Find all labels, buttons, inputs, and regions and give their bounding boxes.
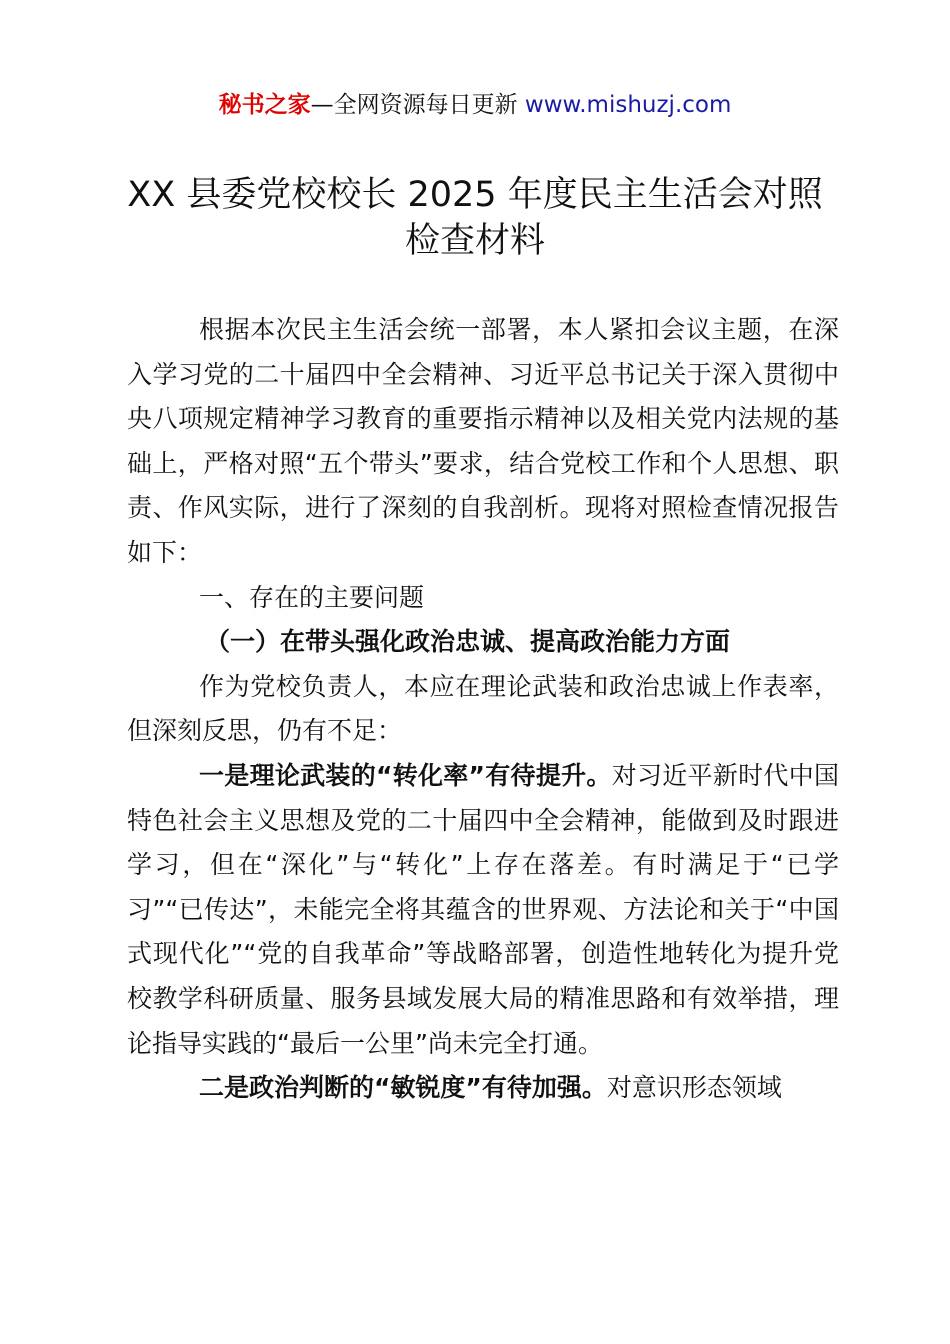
site-brand: 秘书之家 <box>218 92 311 118</box>
point-text-2: 对意识形态领域 <box>606 1073 782 1103</box>
point-lead-2: 二是政治判断的“敏锐度”有待加强。 <box>199 1073 607 1103</box>
subsection-heading: （一）在带头强化政治忠诚、提高政治能力方面 <box>205 627 731 657</box>
site-tagline: —全网资源每日更新 <box>310 92 518 118</box>
document-body <box>127 308 839 1111</box>
point-text-1: 对习近平新时代中国特色社会主义思想及党的二十届四中全会精神，能做到及时跟进学习，但在“深化”与“转化”上存在落差。有时满足于“已学习”“已传达”，未能完全将其蕴含的世界观、方法论和关于“中国式现代化”“党的自我革命”等战略部署，创造性地转化为提升党校教学科研质量、服务县域发展大局的精准思路和有效举措，理论指导实践的“最后一公里”尚未完全打通。 <box>127 760 839 1058</box>
intro-paragraph: 根据本次民主生活会统一部署，本人紧扣会议主题，在深入学习党的二十届四中全会精神、习近平总书记关于深入贯彻中央八项规定精神学习教育的重要指示精神以及相关党内法规的基础上，严格对照“五个带头”要求，结合党校工作和个人思想、职责、作风实际，进行了深刻的自我剖析。现将对照检查情况报告如下： <box>127 315 839 567</box>
point-paragraph-2 <box>127 1066 839 1111</box>
point-lead-1: 一是理论武装的“转化率”有待提升。 <box>199 760 612 790</box>
document-title-line1: XX 县委党校校长 2025 年度民主生活会对照 <box>127 175 823 215</box>
site-header-banner <box>0 90 950 120</box>
point-paragraph-1 <box>127 754 839 1066</box>
document-title-line2: 检查材料 <box>404 221 545 261</box>
document-title <box>60 172 890 264</box>
site-url-link[interactable]: www.mishuzj.com <box>524 92 732 118</box>
section-heading: 一、存在的主要问题 <box>199 582 425 612</box>
subsection-intro-paragraph: 作为党校负责人，本应在理论武装和政治忠诚上作表率，但深刻反思，仍有不足： <box>127 671 839 746</box>
